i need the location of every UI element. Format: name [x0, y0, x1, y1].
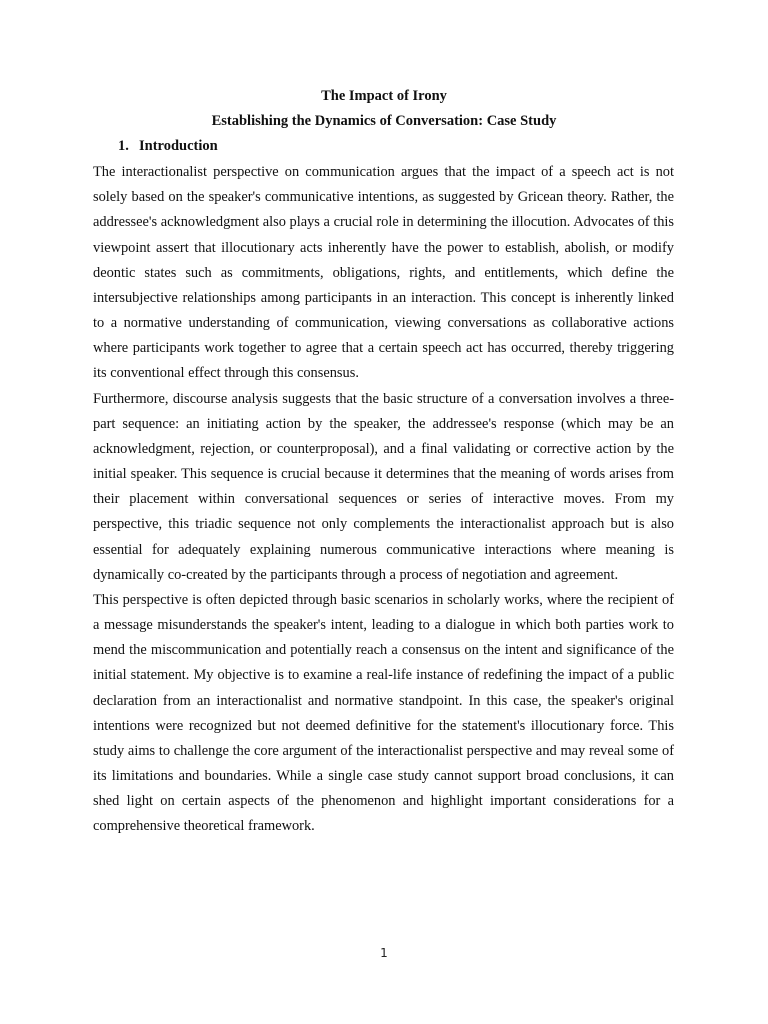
page-number: 1	[380, 946, 388, 960]
body-text	[93, 160, 674, 840]
document-title: The Impact of Irony	[321, 88, 447, 104]
paragraph: Furthermore, discourse analysis suggests that the basic structure of a conversation involves a three-part sequence: an initiating action by the speaker, the addressee's response (which may be an acknowledgment, rejection, or counterproposal), and a final validating or corrective action by the initial speaker. This sequence is crucial because it determines that the meaning of words arises from their placement within conversational sequences or series of interactive moves. From my perspective, this triadic sequence not only complements the interactionalist approach but is also essential for adequately explaining numerous communicative interactions where meaning is dynamically co-created by the participants through a process of negotiation and agreement.	[93, 390, 674, 583]
section-heading	[118, 137, 218, 155]
paragraph: The interactionalist perspective on communication argues that the impact of a speech act is not solely based on the speaker's communicative intentions, as suggested by Gricean theory. Rather, the addressee's acknowledgment also plays a crucial role in determining the illocution. Advocates of this viewpoint assert that illocutionary acts inherently have the power to establish, abolish, or modify deontic states such as commitments, obligations, rights, and entitlements, which define the intersubjective relationships among participants in an interaction. This concept is inherently linked to a normative understanding of communication, viewing conversations as collaborative actions where participants work together to agree that a certain speech act has occurred, thereby triggering its conventional effect through this consensus.	[93, 164, 674, 382]
paragraph: This perspective is often depicted through basic scenarios in scholarly works, where the recipient of a message misunderstands the speaker's intent, leading to a dialogue in which both parties work to mend the miscommunication and potentially reach a consensus on the intent and significance of the initial statement. My objective is to examine a real-life instance of redefining the impact of a public declaration from an interactionalist and normative standpoint. In this case, the speaker's original intentions were recognized but not deemed definitive for the statement's illocutionary force. This study aims to challenge the core argument of the interactionalist perspective and may reveal some of its limitations and boundaries. While a single case study cannot support broad conclusions, it can shed light on certain aspects of the phenomenon and highlight important considerations for a comprehensive theoretical framework.	[93, 591, 674, 835]
section-title: Introduction	[139, 138, 218, 154]
section-number: 1.	[118, 138, 129, 154]
document-subtitle: Establishing the Dynamics of Conversation: Case Study	[211, 113, 557, 129]
